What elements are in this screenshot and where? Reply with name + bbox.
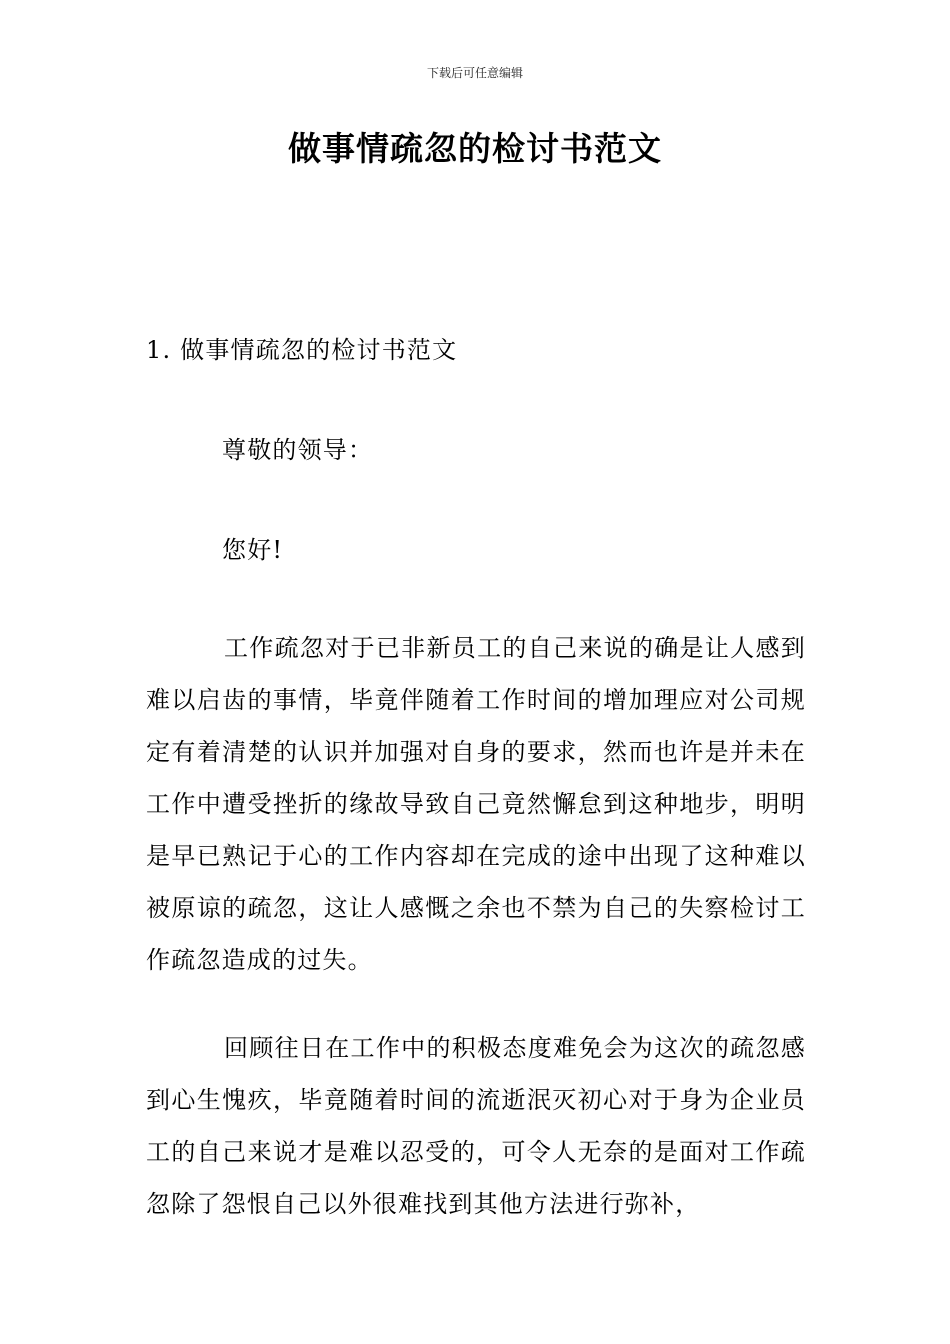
body-paragraph: 回顾往日在工作中的积极态度难免会为这次的疏忽感到心生愧疚，毕竟随着时间的流逝泯灭初心对于身为企业员工的自己来说才是难以忍受的，可令人无奈的是面对工作疏忽除了怨恨自己以外很难找到其他方法进行弥补， bbox=[146, 1034, 806, 1218]
greeting: 您好! bbox=[222, 536, 284, 564]
section-heading: 1. 做事情疏忽的检讨书范文 bbox=[146, 336, 458, 364]
header-note: 下载后可任意编辑 bbox=[426, 66, 523, 80]
body-paragraph: 工作疏忽对于已非新员工的自己来说的确是让人感到难以启齿的事情，毕竟伴随着工作时间的增加理应对公司规定有着清楚的认识并加强对自身的要求，然而也许是并未在工作中遭受挫折的缘故导致自己竟然懈怠到这种地步，明明是早已熟记于心的工作内容却在完成的途中出现了这种难以被原谅的疏忽，这让人感慨之余也不禁为自己的失察检讨工作疏忽造成的过失。 bbox=[146, 634, 806, 974]
document-title: 做事情疏忽的检讨书范文 bbox=[288, 129, 662, 168]
salutation: 尊敬的领导： bbox=[222, 436, 374, 464]
